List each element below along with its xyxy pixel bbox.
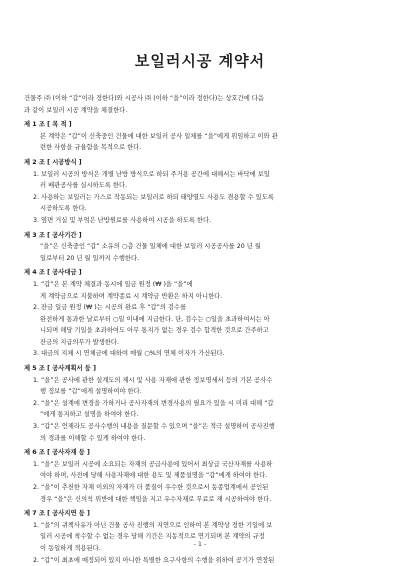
- article-clause: 1. “을”의 귀책사유가 아닌 건물 공사 진행의 지연으로 인하여 본 계약상 정한 기일에 보: [33, 521, 273, 529]
- article-text-line: 게 계약금으로 지불하며 계약종료 시 계약금 반환은 하지 아니한다.: [40, 292, 223, 300]
- article-heading: 제 7 조 [ 공사지연 등 ]: [24, 510, 90, 518]
- document-body: [24, 93, 380, 566]
- article-clause: 2. 잔금 일금 원정 (₩ )는 시공의 완료 후 “갑”의 검수를: [33, 304, 187, 312]
- article-heading: 제 1 조 [ 목 적 ]: [24, 121, 72, 129]
- article-heading: 제 4 조 [ 공사대금 ]: [24, 269, 82, 277]
- article-clause: 1. “갑”은 본 계약 체결과 동시에 일금 원정 (₩ )을 “을”에: [33, 280, 193, 288]
- article-text-line: 니되며 해당 기일을 초과하여도 아무 통지가 없는 경우 검수 합격한 것으로 간주하고: [40, 327, 269, 335]
- article-text-line: 이 동일하게 적용된다.: [40, 544, 101, 552]
- article-clause: 1. “을”은 공사에 관한 설계도의 제시 및 사용 자재에 관한 정보명세서 등의 기본 공사수: [33, 376, 273, 384]
- article-clause: 2. “을”이 추천한 자재 이외의 자재가 더 품질이 우수한 것으로서 동종업계에서 공인된: [33, 484, 269, 491]
- article-text-line: 시공하도록 한다.: [40, 205, 87, 213]
- article-clause: 3. “갑”은 언제라도 공사수행의 내용을 질문할 수 있으며 “을”은 적극 설명하여 공사진행: [33, 423, 275, 431]
- article-6: [24, 447, 380, 505]
- article-text-line: 경우 “을”은 신의칙 위반에 대한 책임을 지고 우수자재로 무료로 재 시공하여야 한다.: [40, 495, 272, 503]
- intro-line: 과 같이 보일러 시공 계약을 체결한다.: [24, 106, 128, 114]
- article-text-line: 완전하게 통과한 날로부터 ○일 이내에 지급한다. 단, 검수는 ○일을 초과하여서는 아: [40, 315, 270, 323]
- article-text-line: 본 계약은 “갑”이 신축중인 건물에 대한 보일러 공사 일체를 “을”에게 위임하고 이와 관: [40, 132, 278, 140]
- article-text-line: “을”은 신축중인 “갑” 소유의 ○층 건물 일체에 대한 보일러 시공공사를 20 년 월: [40, 243, 261, 251]
- article-text-line: 일러 시공에 착수할 수 없는 경우 당해 기간은 지동적으로 연기되며 본 계약의 규정: [40, 533, 265, 541]
- article-text-line: 여야 하며, 사전에 당해 사용자재에 대한 용도 및 제품설명을 “갑”에게 하여야 한다.: [40, 472, 268, 480]
- page-number: - 1 -: [193, 540, 207, 548]
- article-5: [24, 363, 380, 444]
- article-clause: 3. 옆면 거실 및 부엌은 난방원료를 사용하여 시공을 하도록 한다.: [33, 216, 212, 224]
- article-text-line: 행 정보를 “갑”에게 설명하여야 한다.: [40, 388, 142, 396]
- article-clause: 2. 사용하는 보일러는 가스로 작동되는 보일러로 하되 태양열도 사용도 겸용할 수 있도록: [33, 193, 274, 201]
- articles-section: [24, 119, 380, 566]
- article-text-line: 일로부터 20 년 월 일까지 수행한다.: [40, 254, 140, 262]
- article-4: [24, 267, 380, 360]
- document-title: 보일러시공 계약서: [134, 52, 266, 70]
- article-text-line: 잔금의 지급의무가 발생한다.: [40, 338, 119, 346]
- article-1: [24, 119, 380, 154]
- intro-line: 건물주 ㈜ (이하 “갑”이라 정한다)와 시공사 ㈜ (이하 “을”이라 정한다)는 상호간에 다음: [24, 95, 264, 102]
- article-heading: 제 6 조 [ 공사자재 등 ]: [24, 449, 90, 457]
- article-text-line: ”에게 통지하고 설명을 하여야 한다.: [40, 411, 139, 419]
- article-clause: 3. 대금의 지체 시 연체금에 대하여 매월 ○%의 연체 이자가 가산된다.: [33, 350, 225, 358]
- intro-paragraph: [24, 93, 380, 116]
- article-text-line: 련한 사항을 규율함을 목적으로 한다.: [40, 144, 142, 152]
- article-heading: 제 2 조 [ 시공방식 ]: [24, 158, 82, 166]
- article-2: [24, 157, 380, 227]
- article-clause: 1. 보일러 시공의 방식은 개별 난방 방식으로 하되 주거용 공간에 대해서는 바닥에 보일: [33, 170, 270, 178]
- article-7: [24, 508, 380, 566]
- article-text-line: 러 배관공사를 실시하도록 한다.: [40, 182, 128, 190]
- article-clause: 2. “갑”이 최초에 매정되어 있지 아니한 특별한 요구사항의 수행을 위하여 공기가 연장된: [33, 556, 275, 564]
- article-text-line: 의 경과를 이해할 수 있게 하여야 한다.: [40, 434, 146, 442]
- article-3: [24, 230, 380, 265]
- article-clause: 1. “을”은 보일러 시공에 소요되는 자재의 공급사용에 있어서 최상급 국산자재를 사용하: [33, 460, 273, 468]
- article-clause: 2. “을”은 설계에 변경을 가하거나 공사자재의 변경사용의 필요가 있을 시 미리 대해 “갑: [33, 399, 274, 407]
- article-heading: 제 5 조 [ 공사계획서 등 ]: [24, 365, 96, 373]
- article-heading: 제 3 조 [ 공사기간 ]: [24, 231, 82, 239]
